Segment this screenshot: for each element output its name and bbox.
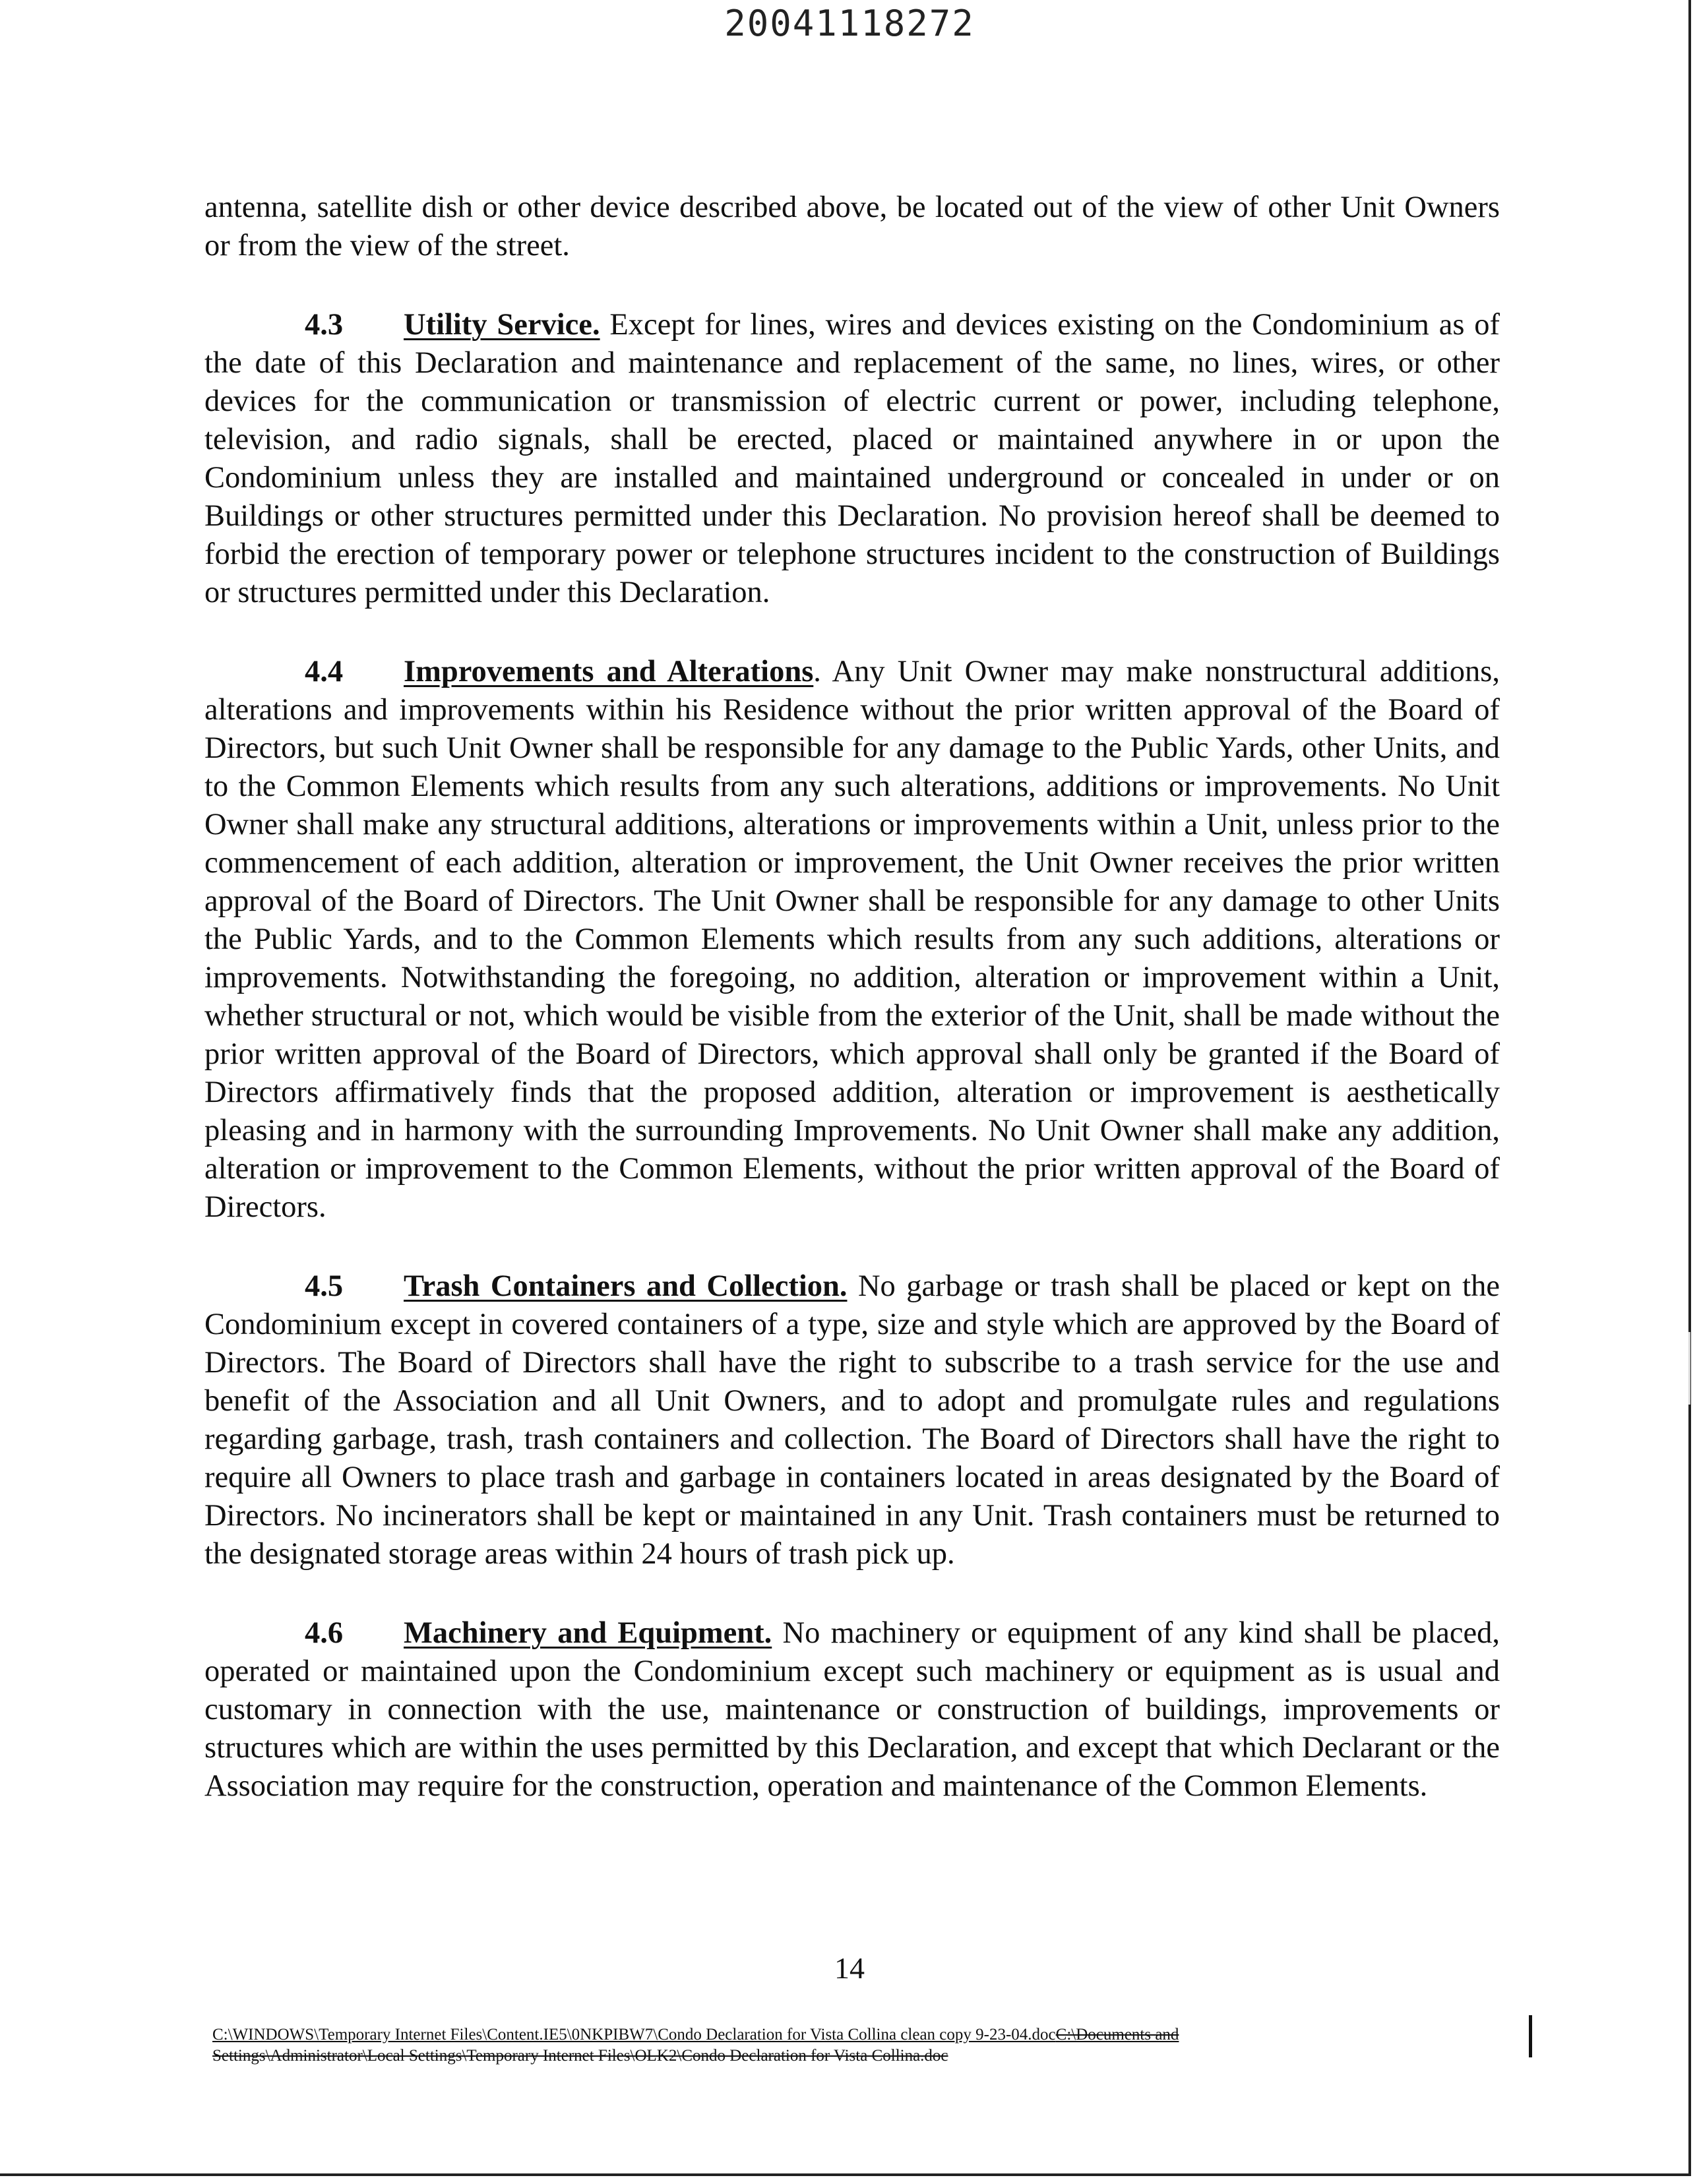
scan-artifact — [1688, 1332, 1690, 1405]
section-text: No garbage or trash shall be placed or kept on the Condominium except in covered containers of a type, size and style which are approved by the Board of Directors. The Board of Directors shall have the right to subscribe to a trash service for the use and benefit of the Association and all Unit Owners, and to adopt and promulgate rules and regulations regarding garbage, trash, trash containers and collection. The Board of Directors shall have the right to require all Owners to place trash and garbage in containers located in areas designated by the Board of Directors. No incinerators shall be kept or maintained in any Unit. Trash containers must be returned to the designated storage areas within 24 hours of trash pick up. — [204, 1269, 1500, 1571]
section-text: . Any Unit Owner may make nonstructural additions, alterations and improvements within his Residence without the prior written approval of the Board of Directors, but such Unit Owner shall be responsible for any damage to the Public Yards, other Units, and to the Common Elements which results from any such alterations, additions or improvements. No Unit Owner shall make any structural additions, alterations or improvements within a Unit, unless prior to the commencement of each addition, alteration or improvement, the Unit Owner receives the prior written approval of the Board of Directors. The Unit Owner shall be responsible for any damage to other Units the Public Yards, and to the Common Elements which results from any such additions, alterations or improvements. Notwithstanding the foregoing, no addition, alteration or improvement within a Unit, whether structural or not, which would be visible from the exterior of the Unit, shall be made without the prior written approval of the Board of Directors, which approval shall only be granted if the Board of Directors affirmatively finds that the proposed addition, alteration or improvement is aesthetically pleasing and in harmony with the surrounding Improvements. No Unit Owner shall make any addition, alteration or improvement to the Common Elements, without the prior written approval of the Board of Directors. — [204, 655, 1500, 1224]
footer-path-current: C:\WINDOWS\Temporary Internet Files\Content.IE5\0NKPIBW7\Condo Declaration for Vista Collina clean copy 9-23-04.doc — [212, 2026, 1056, 2044]
section-4-5 — [204, 1267, 1500, 1573]
section-title: Machinery and Equipment. — [404, 1616, 772, 1650]
footer-file-path — [212, 2024, 1386, 2067]
section-title: Utility Service. — [404, 308, 600, 342]
section-text: Except for lines, wires and devices existing on the Condominium as of the date of this Declaration and maintenance and replacement of the same, no lines, wires, or other devices for the communication or transmission of electric current or power, including telephone, television, and radio signals, shall be erected, placed or maintained anywhere in or upon the Condominium unless they are installed and maintained underground or concealed in under or on Buildings or other structures permitted under this Declaration. No provision hereof shall be deemed to forbid the erection of temporary power or telephone structures incident to the construction of Buildings or structures permitted under this Declaration. — [204, 308, 1500, 609]
section-number: 4.6 — [305, 1616, 344, 1650]
section-text: No machinery or equipment of any kind shall be placed, operated or maintained upon the Condominium except such machinery or equipment as is usual and customary in connection with the use, maintenance or construction of buildings, improvements or structures which are within the uses permitted by this Declaration, and except that which Declarant or the Association may require for the construction, operation and maintenance of the Common Elements. — [204, 1616, 1500, 1803]
revision-change-bar — [1529, 2015, 1532, 2057]
footer-path-line-1 — [212, 2024, 1386, 2046]
section-title: Trash Containers and Collection. — [404, 1269, 848, 1303]
section-4-6 — [204, 1614, 1500, 1805]
footer-path-struck-start: C:\Documents and — [1055, 2026, 1179, 2044]
section-number: 4.5 — [305, 1269, 344, 1303]
document-body — [204, 189, 1500, 1846]
continuation-paragraph: antenna, satellite dish or other device described above, be located out of the view of other Unit Owners or from the view of the street. — [204, 191, 1500, 262]
section-4-4 — [204, 653, 1500, 1227]
section-number: 4.4 — [305, 655, 344, 688]
section-4-3 — [204, 306, 1500, 612]
footer-path-struck-end: Settings\Administrator\Local Settings\Temporary Internet Files\OLK2\Condo Declaration for Vista Collina.doc — [212, 2047, 948, 2065]
page-number: 14 — [834, 1951, 865, 1985]
section-number: 4.3 — [305, 308, 344, 342]
section-title: Improvements and Alterations — [404, 655, 814, 688]
recording-number: 20041118272 — [724, 3, 975, 44]
